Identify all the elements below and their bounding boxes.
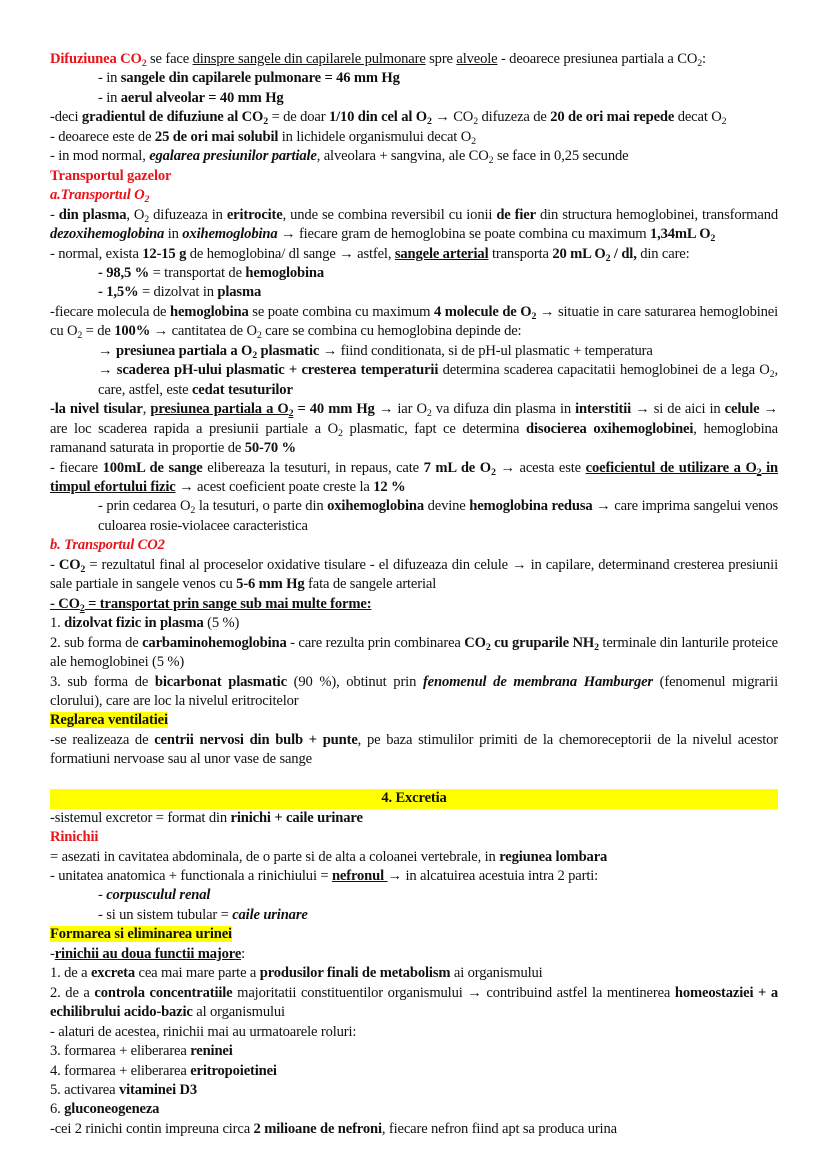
indented-item [50,264,778,283]
text-run: - deoarece presiunea partiala a CO [497,51,698,67]
text-run: → si de aici in [631,401,725,418]
subscript: 2 [721,116,727,128]
subscript: 2 [426,408,432,420]
bold-text: eritrocite [226,206,283,223]
bold-text: excreta [90,965,136,982]
text-run: se face in 0,25 secunde [493,148,629,165]
paragraph [50,50,778,69]
text-run: 5. activarea [50,1082,119,1098]
bold-text: fenomenul de membrana Hamburger [422,673,653,690]
text-run: 1. [50,615,65,632]
text-run: din structura hemoglobinei, transformand [535,206,778,223]
subscript: 2 [338,427,343,439]
text-run: , fiecare nefron fiind apt sa produca urina [381,1120,617,1137]
bold-text: presiunea partiala a O [115,342,253,359]
text-run: 2. de a [50,984,95,1001]
paragraph [50,245,778,264]
bold-text: controla concentratiile [94,984,233,1001]
text-run: spre [425,51,457,67]
paragraph [50,1120,778,1139]
red-heading-text: 2 [141,57,147,69]
bold-text: celule [724,401,760,418]
bold-text: plasmatic [257,342,320,359]
bold-text: 1/10 din cel al O [328,109,427,126]
text-run: → [98,342,116,359]
text-run: 1. de a [50,965,91,982]
paragraph [50,1023,778,1042]
bold-text: disocierea oxihemoglobinei [526,420,694,437]
indented-item [50,497,778,536]
bold-text: = 40 mm Hg [293,401,375,418]
bold-text: 20 mL O [552,245,606,262]
text-run: (5 %) [203,615,240,632]
text-run: 6. [50,1101,65,1118]
bold-text: regiunea lombara [499,848,608,865]
text-run: - [50,556,59,573]
paragraph [50,147,778,166]
subscript: 2 [471,135,476,147]
paragraph [50,964,778,983]
document-page [50,50,778,1139]
text-run: : [702,51,706,67]
bold-text: plasma [217,284,262,301]
highlighted-heading-text: Formarea si eliminarea urinei [50,926,232,943]
bold-text: 1,34mL O [649,226,711,243]
text-run: - prin cedarea O [98,498,191,515]
paragraph [50,673,778,712]
text-run: → CO [431,109,474,126]
bold-text: centrii nervosi din bulb + punte [154,731,358,748]
subscript: 2 [485,641,491,653]
text-run: -sistemul excretor = format din [50,809,231,826]
paragraph [50,1062,778,1081]
text-run: -deci [50,109,82,126]
bold-text: egalarea presiunilor partiale [149,148,317,165]
bold-text: 50-70 % [244,440,296,457]
text-run: - care rezulta prin combinarea [286,634,465,651]
bold-text: in timpul efortului fizic [50,459,778,495]
paragraph [50,867,778,886]
text-run: plasmatic, fapt ce determina [342,420,527,437]
subscript: 2 [769,369,775,381]
text-run: 4. formarea + eliberarea [50,1062,191,1079]
subscript: 2 [756,466,762,478]
text-run: ai organismului [450,965,543,982]
text-run: - [98,887,107,904]
paragraph [50,128,778,147]
paragraph [50,459,778,498]
bold-text: bicarbonat plasmatic [154,673,287,690]
text-run: → are loc scaderea rapida a presiunii partiale a O [50,401,779,437]
indented-item [50,69,778,88]
bold-text: -la nivel tisular [50,401,143,418]
text-run: , hemoglobina ramanand saturata in proportie de [50,420,779,457]
bold-text: cedat tesuturilor [191,381,293,398]
subscript: 2 [473,116,479,128]
text-run: in lichidele organismului decat O [278,128,472,145]
text-run: : [241,945,246,962]
bold-text: carbaminohemoglobina [142,634,287,651]
text-run: - [50,945,55,962]
text-run: de hemoglobina/ dl sange → astfel, [186,245,395,262]
text-run: → iar O [374,401,427,418]
bold-text: caile urinare [232,906,308,923]
bold-text: CO [464,634,486,651]
text-run: , alveolara + sangvina, ale CO [316,148,489,165]
paragraph [50,731,778,770]
text-run: majoritatii constituentilor organismului → contribuind astfel la mentinerea [232,984,675,1001]
text-run: → fiind conditionata, si de pH-ul plasmatic + temperatura [319,342,653,359]
text-run: difuzeaza in [149,206,227,223]
subscript: 2 [490,466,496,478]
paragraph [50,186,778,205]
text-run: 2. sub forma de [50,634,143,651]
bold-text: hemoglobina redusa [469,498,593,515]
text-run: care se combina cu hemoglobina depinde de: [261,323,522,340]
subscript: 2 [288,408,294,420]
bold-text: - 98,5 % [98,264,150,281]
indented-item [50,342,778,361]
text-run: se face [146,51,193,67]
paragraph [50,167,778,186]
text-run: → acest coeficient poate creste la [175,478,374,495]
paragraph [50,809,778,828]
text-run: se poate combina cu maximum [248,303,434,320]
text-run: fata de sangele arterial [304,576,437,593]
bold-text: homeostaziei + a echilibrului acido-bazic [50,984,778,1021]
bold-text: din plasma [58,206,127,223]
subscript: 2 [531,310,537,322]
bold-text: 20 de ori mai repede [550,109,675,126]
bold-text: CO [58,556,81,573]
subscript: 2 [190,505,196,517]
text-run: decat O [674,109,722,126]
bold-text: vitaminei D3 [118,1082,198,1098]
bold-text: = transportat prin sange sub mai multe forme: [84,595,372,612]
text-run: cea mai mare parte a [135,965,260,982]
red-heading-text: b. Transportul CO2 [50,537,165,554]
text-run: - normal, exista [50,245,143,262]
red-heading-text: Rinichii [50,829,99,846]
bold-text: rinichi + caile urinare [230,809,363,826]
text-run: va difuza din plasma in [431,401,576,418]
red-heading-text: Transportul gazelor [50,167,172,184]
text-run: , [142,401,151,418]
text-run: -se realizeaza de [50,731,155,748]
text-run: → situatie in care saturarea hemoglobinei cu O [50,303,778,340]
text-run: → care imprima sangelui venos culoarea rosie-violacee caracteristica [98,498,779,534]
text-run: in [164,226,183,243]
text-run: , pe baza stimulilor primiti de la chemoreceptorii de la nivelul acestor formatiuni nervoase sau al unor vase de sange [50,731,779,768]
highlighted-heading-text: Reglarea ventilatiei [50,712,168,729]
text-run: dinspre sangele din capilarele pulmonare [192,51,426,67]
text-run: - unitatea anatomica + functionala a rinichiului = [50,868,332,885]
text-run: al organismului [192,1004,285,1021]
text-run: - in [98,89,121,106]
paragraph [50,1081,778,1100]
text-run: la tesuturi, o parte din [195,498,328,515]
indented-item [50,361,778,400]
red-heading-text: Difuziunea CO [50,51,142,67]
bold-text: / dl, [610,245,637,262]
bold-text: rinichii au doua functii majore [54,945,242,962]
paragraph [50,848,778,867]
bold-text: 12-15 g [142,245,187,262]
text-run: terminale din lanturile proteice ale hemoglobinei (5 %) [50,634,778,671]
text-run: - fiecare [50,459,103,476]
text-run: , care, astfel, este [98,362,778,398]
bold-text: 25 de ori mai solubil [154,128,279,145]
section-heading-bar [50,789,778,808]
text-run: -cei 2 rinichi contin impreuna circa [50,1120,254,1137]
text-run: - [50,206,59,223]
paragraph [50,634,778,673]
subscript: 2 [488,155,494,167]
bold-text: eritropoietinei [190,1062,277,1079]
text-run: difuzeza de [478,109,551,126]
paragraph [50,614,778,633]
text-run: → fiecare gram de hemoglobina se poate combina cu maximum [277,226,650,243]
bold-text: nefronul [331,868,388,885]
paragraph [50,108,778,127]
subscript: 2 [426,116,432,128]
text-run: 3. formarea + eliberarea [50,1043,191,1060]
text-run: transporta [488,245,553,262]
indented-item [50,283,778,302]
paragraph [50,711,778,730]
bold-text: - CO [50,595,80,612]
bold-text: 4 molecule de O [434,303,532,320]
paragraph [50,556,778,595]
text-run: → acesta este [495,459,586,476]
text-run: - deoarece este de [50,128,155,145]
text-run: , unde se combina reversibil cu ionii [282,206,497,223]
paragraph [50,925,778,944]
bold-text: oxihemoglobina [327,498,424,515]
bold-text: dizolvat fizic in plasma [64,615,204,632]
text-run: → cantitatea de O [150,323,257,340]
paragraph [50,536,778,555]
text-run: - in mod normal, [50,148,150,165]
text-run: → [98,362,117,379]
paragraph [50,1100,778,1119]
bold-text: 5-6 mm Hg [236,576,305,593]
subscript: 2 [144,213,150,225]
subscript: 2 [252,349,258,361]
text-run: = rezultatul final al proceselor oxidative tisulare - el difuzeaza din celule → in capilare, determinand cresterea presiunii sale partiale in sangele venos cu [50,556,778,593]
text-run: = dizolvat in [138,284,218,301]
text-run: = de doar [268,109,329,126]
indented-item [50,89,778,108]
bold-text: gradientul de difuziune al CO [81,109,264,126]
subscript: 2 [79,602,85,614]
text-run: alveole [456,51,498,67]
subscript: 2 [710,233,716,245]
bold-text: hemoglobina [170,303,249,320]
paragraph [50,595,778,614]
indented-item [50,886,778,905]
bold-text: 7 mL de O [423,459,491,476]
subscript: 2 [697,57,703,69]
bold-text: cu gruparile NH [490,634,595,651]
bold-text: presiunea partiala a O [150,401,289,418]
subscript: 2 [594,641,599,653]
subscript: 2 [263,116,269,128]
bold-text: 4. Excretia [381,790,447,807]
bold-text: aerul alveolar = 40 mm Hg [120,89,284,106]
paragraph [50,206,778,245]
subscript: 2 [77,330,83,342]
red-heading-text: a.Transportul O [50,187,145,204]
bold-text: dezoxihemoglobina [50,226,165,243]
text-run: = asezati in cavitatea abdominala, de o parte si de alta a coloanei vertebrale, in [50,848,500,865]
text-run: → in alcatuirea acestuia intra 2 parti: [387,868,599,885]
subscript: 2 [256,330,262,342]
bold-text: sangele arterial [394,245,489,262]
bold-text: hemoglobina [245,264,325,281]
bold-text: scaderea pH-ului plasmatic + cresterea temperaturii [116,362,439,379]
bold-text: produsilor finali de metabolism [259,965,451,982]
text-run: - alaturi de acestea, rinichii mai au urmatoarele roluri: [50,1023,357,1040]
text-run: (fenomenul migrarii clorului), care are loc la nivelul eritrocitelor [50,673,778,709]
paragraph [50,984,778,1023]
subscript: 2 [80,563,86,575]
text-run: - si un sistem tubular = [98,906,233,923]
blank-line [50,770,778,789]
subscript: 2 [605,252,611,264]
bold-text: de fier [496,206,536,223]
bold-text: 100mL de sange [102,459,203,476]
bold-text: corpusculul renal [106,887,211,904]
text-run: - in [98,70,121,87]
indented-item [50,906,778,925]
bold-text: 100% [114,323,151,340]
bold-text: oxihemoglobina [182,226,278,243]
bold-text: 2 milioane de nefroni [253,1120,382,1137]
red-heading-text: 2 [144,194,150,206]
bold-text: sangele din capilarele pulmonare = 46 mm Hg [120,70,400,87]
text-run: -fiecare molecula de [50,303,171,320]
paragraph [50,945,778,964]
text-run: din care: [636,245,690,262]
text-run: devine [423,498,470,515]
text-run: elibereaza la tesuturi, in repaus, cate [202,459,424,476]
bold-text: interstitii [575,401,632,418]
text-run: determina scaderea capacitatii hemoglobinei de a lega O [438,362,770,379]
paragraph [50,828,778,847]
bold-text: gluconeogeneza [64,1101,160,1118]
bold-text: reninei [190,1043,233,1060]
text-run: (90 %), obtinut prin [286,673,423,690]
bold-text: coeficientul de utilizare a O [585,459,757,476]
text-run: , O [126,206,145,223]
text-run: 3. sub forma de [50,673,155,690]
bold-text: - 1,5% [98,284,139,301]
paragraph [50,400,778,458]
paragraph [50,1042,778,1061]
bold-text: 12 % [373,478,406,495]
text-run: = de [82,323,115,340]
paragraph [50,303,778,342]
text-run: = transportat de [149,264,246,281]
